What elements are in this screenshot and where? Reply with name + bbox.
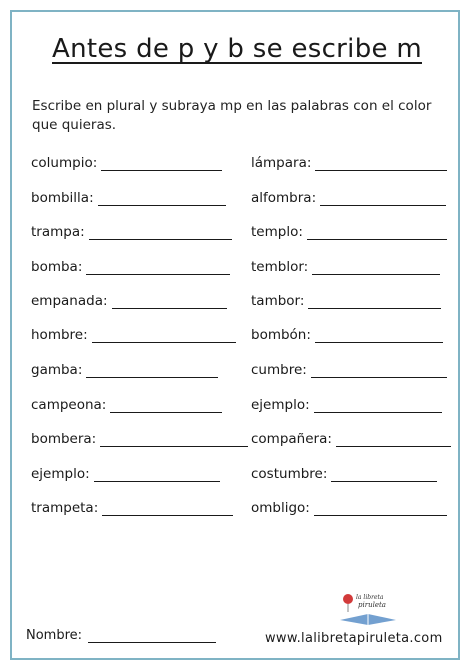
right-row [251,466,437,482]
name-label: Nombre: [26,628,83,643]
right-row [251,327,443,343]
website-url: www.lalibretapiruleta.com [265,631,443,646]
answer-line[interactable] [89,226,232,240]
answer-line[interactable] [94,468,220,482]
answer-line[interactable] [320,192,446,206]
word-label: lámpara: [251,155,312,171]
word-label: hombre: [31,327,88,343]
answer-line[interactable] [98,192,226,206]
word-label: ejemplo: [251,397,310,413]
answer-line[interactable] [315,157,447,171]
right-row [251,259,440,275]
logo-text-line2: piruleta [358,601,386,609]
left-row [31,155,222,171]
word-label: bombón: [251,327,311,343]
answer-line[interactable] [92,329,236,343]
answer-line[interactable] [312,261,440,275]
right-row [251,362,447,378]
word-label: bomba: [31,259,83,275]
answer-line[interactable] [101,157,222,171]
left-row [31,397,222,413]
word-label: cumbre: [251,362,307,378]
lollipop-icon [343,594,353,604]
answer-line[interactable] [311,364,447,378]
word-label: trampeta: [31,500,99,516]
right-row [251,500,447,516]
answer-line[interactable] [110,399,222,413]
right-row [251,224,447,240]
left-row [31,431,248,447]
word-label: bombera: [31,431,97,447]
word-label: gamba: [31,362,83,378]
right-row [251,190,446,206]
answer-line[interactable] [308,295,441,309]
answer-line[interactable] [314,502,447,516]
logo-text-line1: la libreta [356,594,384,601]
name-field [26,628,216,643]
left-row [31,500,233,516]
left-row [31,466,220,482]
word-label: alfombra: [251,190,317,206]
answer-line[interactable] [336,433,451,447]
page-title [0,34,474,64]
answer-line[interactable] [86,261,230,275]
instructions-text: Escribe en plural y subraya mp en las palabras con el color que quieras. [32,98,432,133]
word-label: empanada: [31,293,108,309]
word-label: columpio: [31,155,98,171]
answer-line[interactable] [100,433,248,447]
name-answer-line[interactable] [88,630,216,643]
answer-line[interactable] [102,502,233,516]
word-label: trampa: [31,224,85,240]
right-row [251,397,442,413]
answer-line[interactable] [112,295,227,309]
word-label: bombilla: [31,190,94,206]
answer-line[interactable] [315,329,443,343]
word-label: templo: [251,224,303,240]
page-title-text: Antes de p y b se escribe m [52,34,422,64]
left-row [31,293,227,309]
word-label: costumbre: [251,466,328,482]
word-label: temblor: [251,259,309,275]
word-label: ejemplo: [31,466,90,482]
left-row [31,259,230,275]
libreta-piruleta-logo [334,590,404,626]
left-row [31,224,232,240]
answer-line[interactable] [86,364,218,378]
answer-line[interactable] [314,399,442,413]
word-label: tambor: [251,293,305,309]
answer-line[interactable] [331,468,437,482]
right-row [251,293,441,309]
right-row [251,155,447,171]
word-label: ombligo: [251,500,310,516]
left-row [31,327,236,343]
word-label: campeona: [31,397,107,413]
left-row [31,362,218,378]
word-label: compañera: [251,431,332,447]
right-row [251,431,451,447]
left-row [31,190,226,206]
answer-line[interactable] [307,226,447,240]
